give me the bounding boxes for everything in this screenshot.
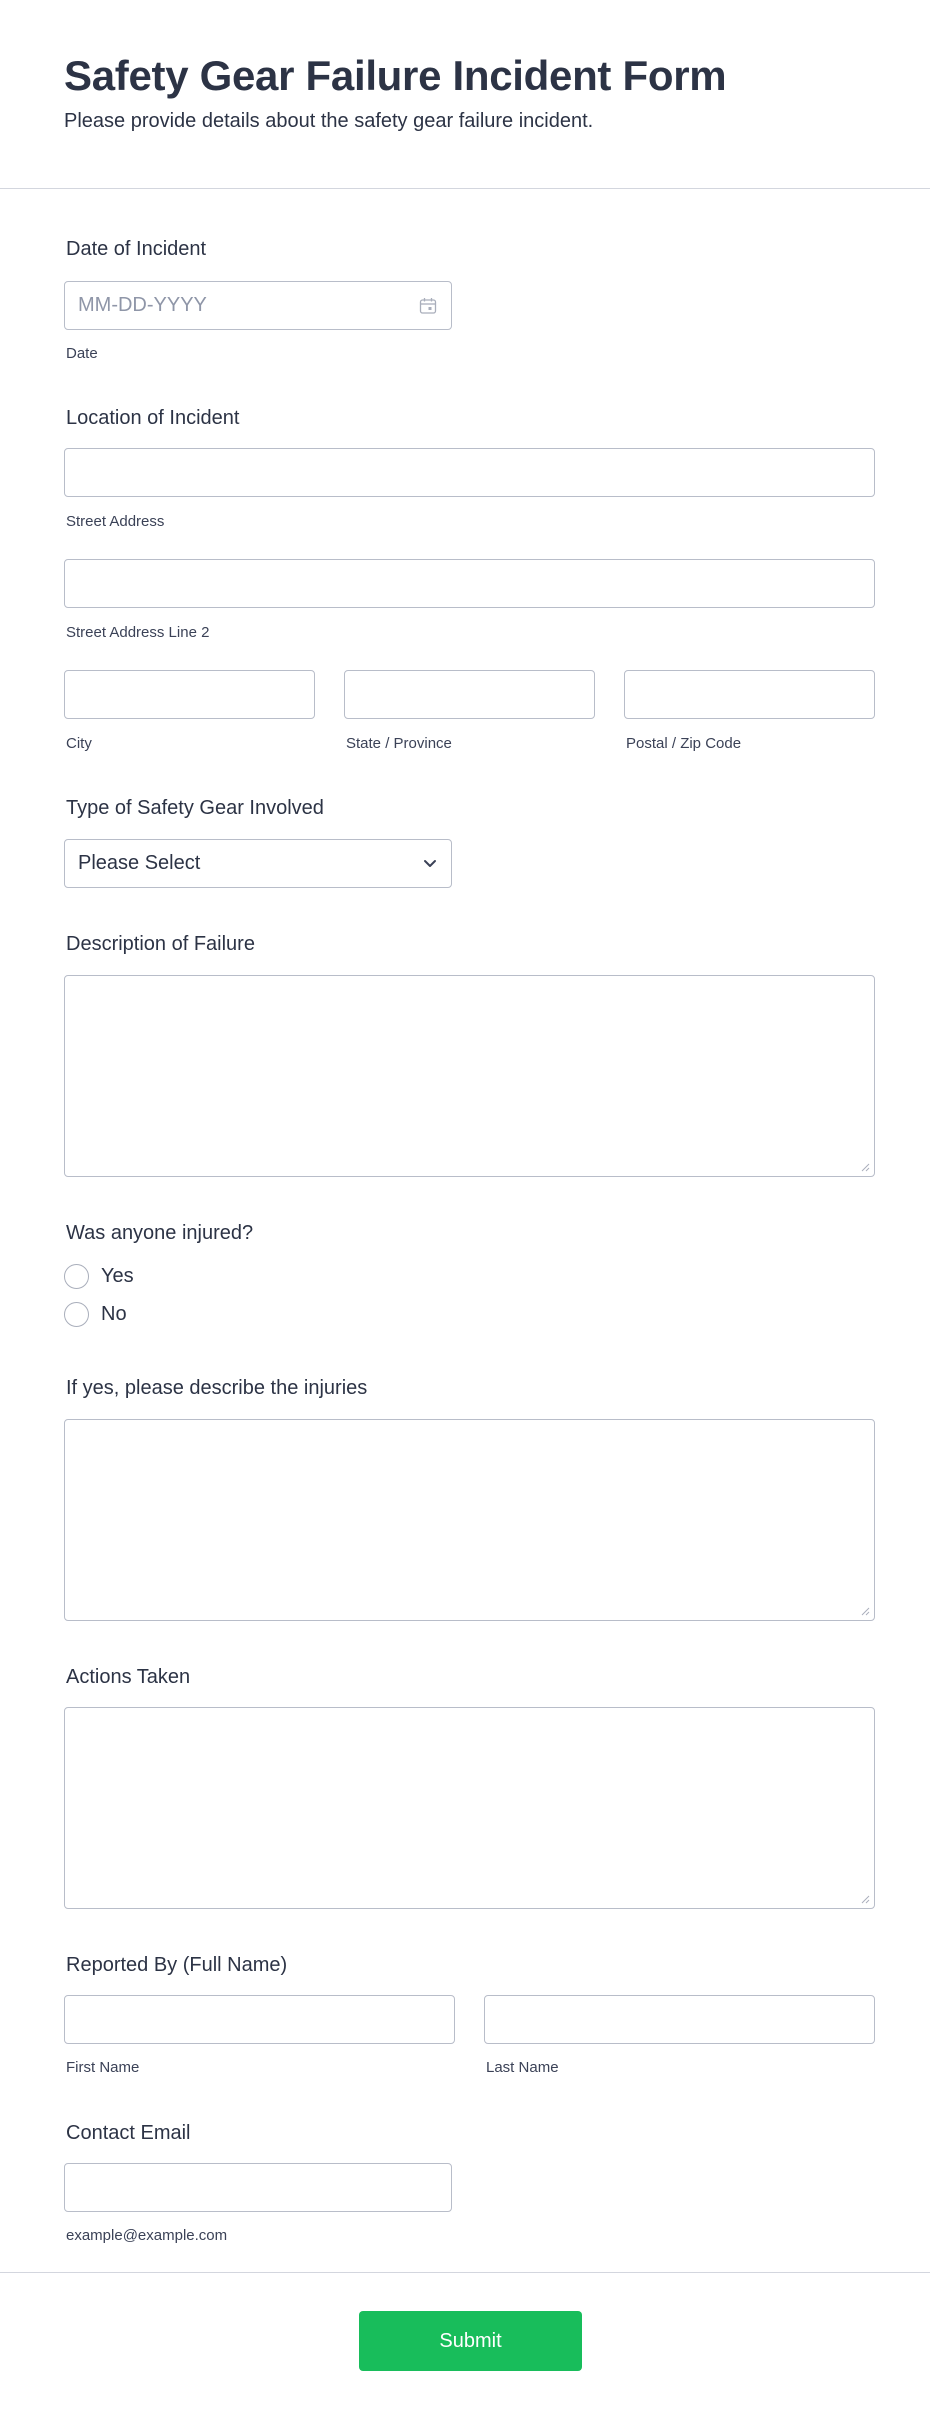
submit-button[interactable]: Submit — [359, 2311, 582, 2371]
footer-divider — [0, 2272, 930, 2273]
date-sublabel: Date — [66, 345, 98, 362]
actions-textarea[interactable] — [64, 1707, 875, 1909]
email-input[interactable] — [64, 2163, 452, 2212]
gear-type-select[interactable] — [64, 839, 452, 888]
city-input[interactable] — [64, 670, 315, 719]
postal-code-input[interactable] — [624, 670, 875, 719]
resize-grip-icon[interactable] — [861, 1895, 870, 1904]
description-textarea[interactable] — [64, 975, 875, 1177]
state-sublabel: State / Province — [346, 735, 452, 752]
gear-type-label: Type of Safety Gear Involved — [66, 797, 324, 819]
email-sublabel: example@example.com — [66, 2227, 228, 2244]
radio-label-no: No — [101, 1303, 127, 1325]
date-placeholder: MM-DD-YYYY — [78, 294, 207, 316]
injured-label: Was anyone injured? — [66, 1222, 254, 1244]
street-address-sublabel: Street Address — [66, 513, 165, 530]
calendar-icon[interactable] — [419, 297, 437, 315]
last-name-sublabel: Last Name — [486, 2059, 559, 2076]
last-name-input[interactable] — [484, 1995, 875, 2044]
gear-type-selected: Please Select — [78, 852, 201, 874]
radio-label-yes: Yes — [101, 1265, 134, 1287]
location-label: Location of Incident — [66, 407, 240, 429]
radio-button[interactable] — [64, 1264, 89, 1289]
description-label: Description of Failure — [66, 933, 255, 955]
date-input[interactable] — [64, 281, 452, 330]
form-header — [0, 0, 930, 189]
first-name-sublabel: First Name — [66, 2059, 140, 2076]
reported-by-label: Reported By (Full Name) — [66, 1954, 288, 1976]
street-address-input[interactable] — [64, 448, 875, 497]
radio-option-yes[interactable] — [64, 1264, 134, 1289]
first-name-input[interactable] — [64, 1995, 455, 2044]
radio-option-no[interactable] — [64, 1302, 127, 1327]
form-subtitle: Please provide details about the safety gear failure incident. — [64, 110, 594, 132]
actions-label: Actions Taken — [66, 1666, 191, 1688]
chevron-down-icon — [423, 858, 437, 870]
state-input[interactable] — [344, 670, 595, 719]
postal-code-sublabel: Postal / Zip Code — [626, 735, 742, 752]
contact-email-label: Contact Email — [66, 2122, 191, 2144]
street-address-2-sublabel: Street Address Line 2 — [66, 624, 210, 641]
injuries-label: If yes, please describe the injuries — [66, 1377, 368, 1399]
street-address-2-input[interactable] — [64, 559, 875, 608]
resize-grip-icon[interactable] — [861, 1163, 870, 1172]
city-sublabel: City — [66, 735, 92, 752]
date-of-incident-label: Date of Incident — [66, 238, 207, 260]
radio-button[interactable] — [64, 1302, 89, 1327]
injuries-textarea[interactable] — [64, 1419, 875, 1621]
form-title: Safety Gear Failure Incident Form — [64, 52, 727, 99]
resize-grip-icon[interactable] — [861, 1607, 870, 1616]
